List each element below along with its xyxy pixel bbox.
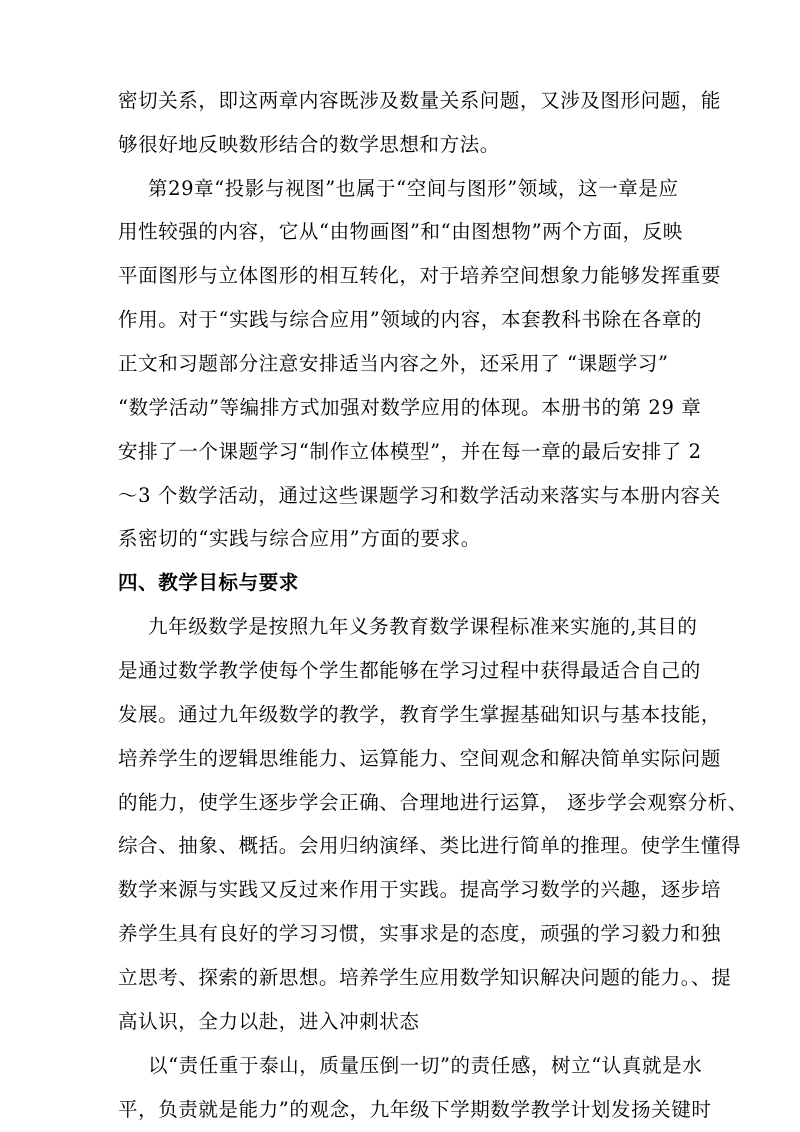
paragraph-line: 够很好地反映数形结合的数学思想和方法。 — [118, 133, 500, 156]
paragraph-line: 作用。对于“实践与综合应用”领域的内容，本套教科书除在各章的 — [118, 308, 702, 331]
paragraph-line: 的能力，使学生逐步学会正确、合理地进行运算， 逐步学会观察分析、 — [118, 791, 748, 814]
paragraph-line: 立思考、探索的新思想。培养学生应用数学知识解决问题的能力。、提 — [118, 966, 732, 989]
paragraph-line: 高认识，全力以赴，进入冲刺状态 — [118, 1010, 420, 1033]
paragraph-line: 是通过数学教学使每个学生都能够在学习过程中获得最适合自己的 — [118, 659, 701, 682]
paragraph-line: 平面图形与立体图形的相互转化，对于培养空间想象力能够发挥重要 — [118, 264, 722, 287]
paragraph-line: 发展。通过九年级数学的教学，教育学生掌握基础知识与基本技能， — [118, 703, 722, 726]
paragraph-line: 养学生具有良好的学习习惯，实事求是的态度，顽强的学习毅力和独 — [118, 922, 722, 945]
paragraph-line: 密切关系，即这两章内容既涉及数量关系问题，又涉及图形问题，能 — [118, 89, 722, 112]
paragraph-line: 培养学生的逻辑思维能力、运算能力、空间观念和解决简单实际问题 — [118, 747, 722, 770]
paragraph-line: 九年级数学是按照九年义务教育数学课程标准来实施的,其目的 — [148, 615, 698, 638]
paragraph-line: 平，负责就是能力”的观念，九年级下学期数学教学计划发扬关键时 — [118, 1098, 712, 1121]
paragraph-line: 数学来源与实践又反过来作用于实践。提高学习数学的兴趣，逐步培 — [118, 878, 722, 901]
paragraph-line: ～3 个数学活动，通过这些课题学习和数学活动来落实与本册内容关 — [118, 484, 721, 507]
paragraph-line: 综合、抽象、概括。会用归纳演绎、类比进行简单的推理。使学生懂得 — [118, 834, 742, 857]
paragraph-line: 第29章“投影与视图”也属于“空间与图形”领域，这一章是应 — [148, 177, 679, 200]
section-heading: 四、教学目标与要求 — [118, 571, 299, 594]
paragraph-line: 正文和习题部分注意安排适当内容之外，还采用了 “课题学习” — [118, 352, 669, 375]
paragraph-line: 安排了一个课题学习“制作立体模型”，并在每一章的最后安排了 2 — [118, 440, 702, 463]
paragraph-line: 系密切的“实践与综合应用”方面的要求。 — [118, 527, 481, 550]
paragraph-line: 用性较强的内容，它从“由物画图”和“由图想物”两个方面，反映 — [118, 220, 683, 243]
paragraph-line: 以“责任重于泰山，质量压倒一切”的责任感，树立“认真就是水 — [148, 1054, 703, 1077]
paragraph-line: “数学活动”等编排方式加强对数学应用的体现。本册书的第 29 章 — [118, 396, 702, 419]
